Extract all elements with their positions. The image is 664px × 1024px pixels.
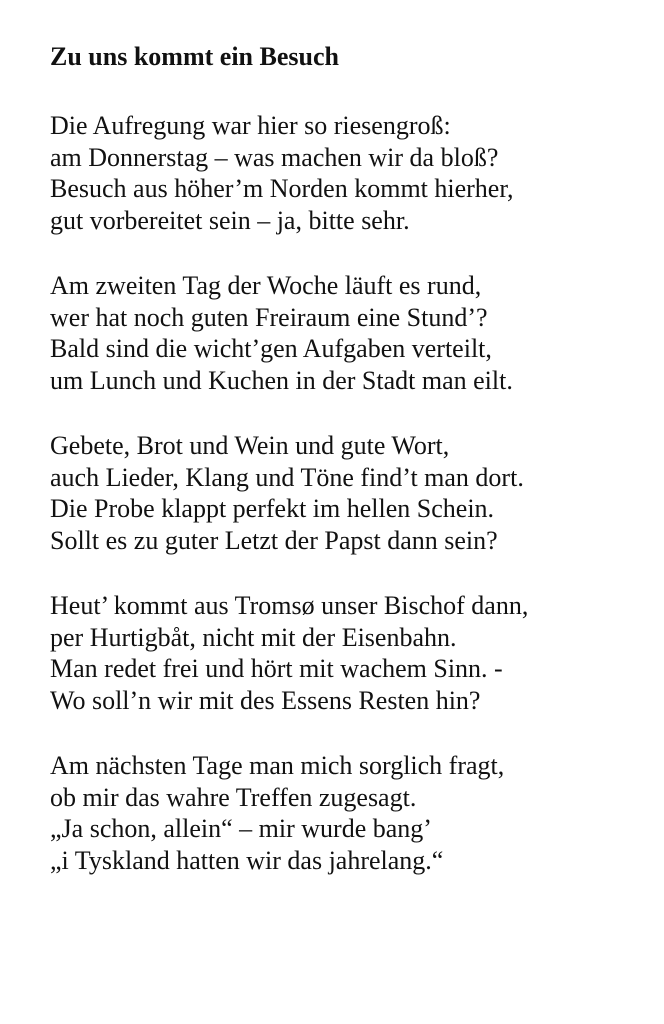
poem-line: Bald sind die wicht’gen Aufgaben verteilt, [50,334,492,363]
poem-line: gut vorbereitet sein – ja, bitte sehr. [50,205,410,235]
poem-line: ob mir das wahre Treffen zugesagt. [50,782,417,812]
poem-line: Die Aufregung war hier so riesengroß: [50,111,451,140]
poem-line: um Lunch und Kuchen in der Stadt man eilt. [50,365,513,395]
stanza-4 [50,590,644,716]
poem-line: Am zweiten Tag der Woche läuft es rund, [50,271,482,300]
poem-line: Gebete, Brot und Wein und gute Wort, [50,431,450,460]
poem-title: Zu uns kommt ein Besuch [50,42,339,71]
poem-line: Heut’ kommt aus Tromsø unser Bischof dann, [50,591,529,620]
poem-line: „Ja schon, allein“ – mir wurde bang’ [50,814,432,843]
stanza-5 [50,750,644,876]
poem-line: Besuch aus höher’m Norden kommt hierher, [50,174,514,203]
poem-line: wer hat noch guten Freiraum eine Stund’? [50,302,488,332]
poem-line: Am nächsten Tage man mich sorglich fragt, [50,751,505,780]
poem-line: Wo soll’n wir mit des Essens Resten hin? [50,685,481,715]
poem-line: auch Lieder, Klang und Töne find’t man dort. [50,462,524,492]
stanza-1 [50,110,644,236]
poem-line: Man redet frei und hört mit wachem Sinn. - [50,654,503,683]
stanza-3 [50,430,644,556]
poem-line: Die Probe klappt perfekt im hellen Schein. [50,494,495,523]
poem-line: am Donnerstag – was machen wir da bloß? [50,142,499,172]
poem-line: per Hurtigbåt, nicht mit der Eisenbahn. [50,622,457,652]
poem-line: „i Tyskland hatten wir das jahrelang.“ [50,845,444,875]
stanza-2 [50,270,644,396]
poem-line: Sollt es zu guter Letzt der Papst dann sein? [50,525,498,555]
